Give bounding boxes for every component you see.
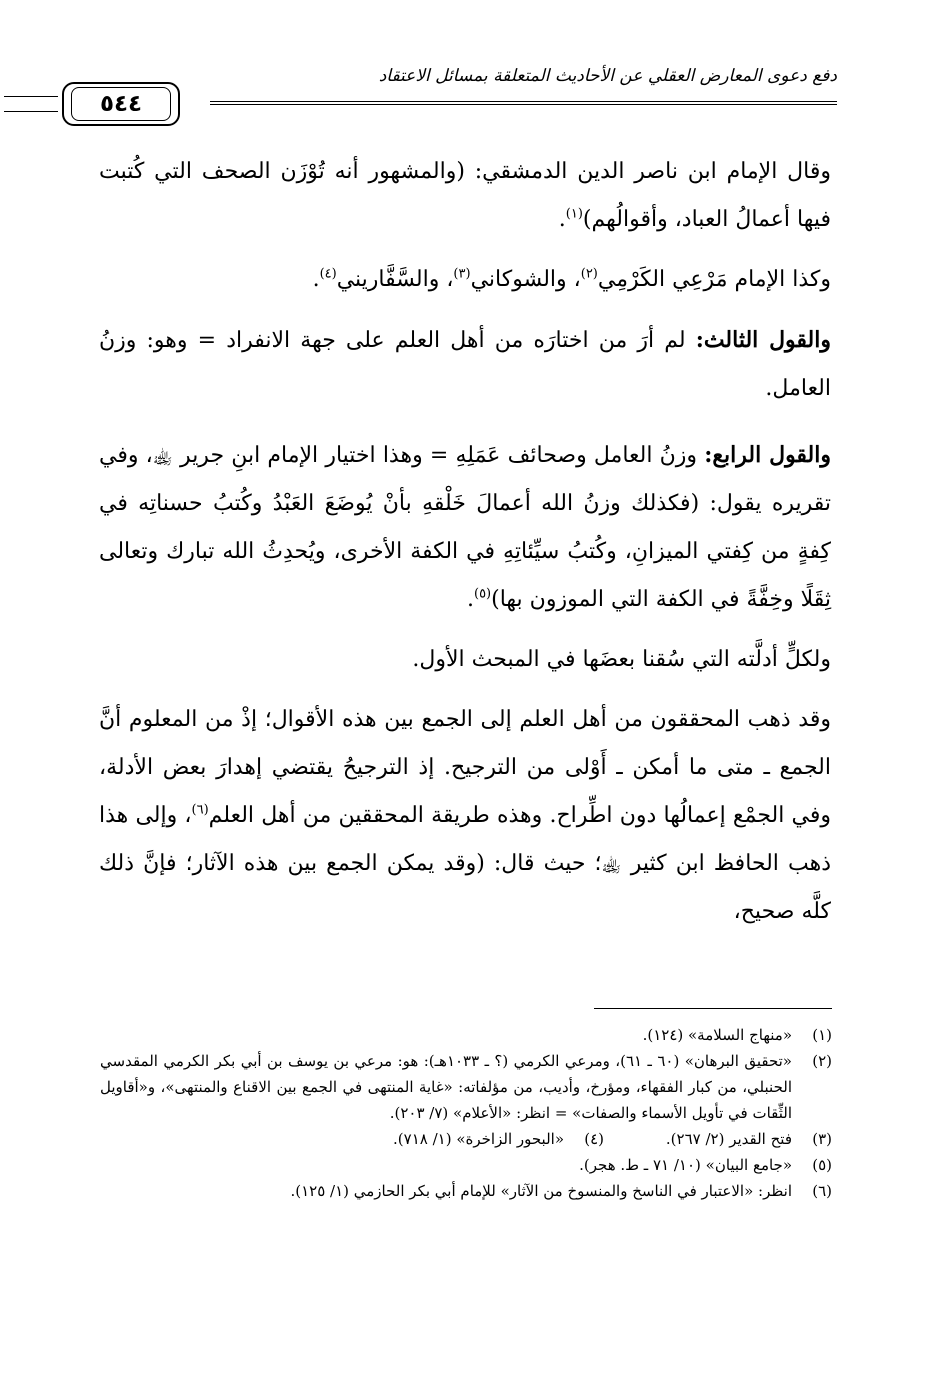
header-rule xyxy=(210,104,837,105)
paragraph-2 xyxy=(99,256,831,304)
paragraph-lead: والقول الثالث: xyxy=(695,327,831,353)
footnote-ref: (٥) xyxy=(473,586,492,602)
footnote-ref: (٦) xyxy=(191,802,209,818)
footnote-text: «منهاج السلامة» (١٢٤). xyxy=(642,1026,792,1044)
paragraph-3 xyxy=(99,316,831,413)
paragraph-text: وزنُ العامل وصحائف عَمَلِهِ = وهذا اختيار الإمام ابنِ جرير ﵀، وفي تقريره يقول: (فكذلك وزنُ الله أعمالَ خَلْقهِ بأنْ يُوضَعَ العَبْدُ وكُتبُ حسناتِه في كِفةٍ من كِفتي الميزانِ، وكُتبُ سيِّئاتِهِ في الكفة الأخرى، ويُحدِثُ الله تبارك وتعالى ثِقَلًا وخِفَّةً في الكفة التي الموزون بها) xyxy=(99,443,831,612)
paragraph-5 xyxy=(99,636,831,684)
page-number-frame xyxy=(62,82,180,126)
footnote-ref: (٣) xyxy=(453,266,471,282)
footnotes xyxy=(100,1022,832,1204)
footnote-ref: (٤) xyxy=(319,266,337,282)
footnote-number: (١) xyxy=(812,1026,832,1044)
paragraph-text: وقد ذهب المحققون من أهل العلم إلى الجمع بين هذه الأقوال؛ إذْ من المعلوم أنَّ الجمع ـ متى ما أمكن ـ أَوْلى من الترجيح. إذ الترجيحُ يقتضي إهدارَ بعض الأدلة، وفي الجمْع إعمالُها دون اطِّراح. وهذه طريقة المحققين من أهل العلم xyxy=(99,707,832,828)
footnote-ref: (٢) xyxy=(580,266,598,282)
footnote-text: فتح القدير (٢/ ٢٦٧). xyxy=(665,1130,792,1148)
paragraph-6 xyxy=(99,696,831,936)
footnote-1 xyxy=(100,1022,832,1048)
footnote-number: (٢) xyxy=(812,1052,832,1070)
footnote-text: «تحقيق البرهان» (٦٠ ـ ٦١)، ومرعي الكرمي (؟ ـ ١٠٣٣هـ): هو: مرعي بن يوسف بن أبي بكر الكرمي المقدسي الحنبلي، من كبار الفقهاء، ومؤرخ، وأديب، من مؤلفاته: «غاية المنتهى في الجمع بين الاقناع والمنتهى»، و«أقاويل الثِّقات في تأويل الأسماء والصفات» = انظر: «الأعلام» (٧/ ٢٠٣). xyxy=(100,1052,792,1122)
footnote-2 xyxy=(100,1048,832,1126)
paragraph-text: وكذا الإمام مَرْعِي الكَرْمِي xyxy=(597,267,831,292)
footnote-6 xyxy=(100,1178,832,1204)
footnote-text: «البحور الزاخرة» (١/ ٧١٨). xyxy=(393,1130,564,1148)
footnote-5 xyxy=(100,1152,832,1178)
punctuation: . xyxy=(312,267,320,292)
footnote-number: (٣) xyxy=(812,1130,832,1148)
paragraph-lead: والقول الرابع: xyxy=(704,442,831,468)
footnote-number: (٤) xyxy=(584,1130,604,1148)
paragraph-text: لم أرَ من اختارَه من أهل العلم على جهة الانفراد = وهو: وزنُ العامل. xyxy=(99,328,831,401)
footnote-text: «جامع البيان» (١٠/ ٧١ ـ ط. هجر). xyxy=(579,1156,792,1174)
punctuation: . xyxy=(558,207,566,232)
footnote-number: (٥) xyxy=(812,1156,832,1174)
paragraph-text: وقال الإمام ابن ناصر الدين الدمشقي: (والمشهور أنه تُوْزَن الصحف التي كُتبت فيها أعمالُ العباد، وأقوالُهم) xyxy=(99,159,831,232)
paragraph-text: ولكلٍّ أدلَّته التي سُقنا بعضَها في المبحث الأول. xyxy=(412,647,831,672)
main-text xyxy=(99,148,831,936)
punctuation: . xyxy=(466,587,474,612)
footnote-3-4 xyxy=(100,1126,832,1152)
paragraph-text: ، والسَّفَّاريني xyxy=(336,267,454,292)
footnote-ref: (١) xyxy=(565,206,583,222)
footnote-text: انظر: «الاعتبار في الناسخ والمنسوخ من الآثار» للإمام أبي بكر الحازمي (١/ ١٢٥). xyxy=(290,1182,792,1200)
header-side-lines xyxy=(4,96,58,112)
footnote-number: (٦) xyxy=(812,1182,832,1200)
paragraph-4 xyxy=(99,431,831,624)
paragraph-1 xyxy=(99,148,831,244)
running-header xyxy=(92,60,837,130)
page-number: ٥٤٤ xyxy=(71,87,171,121)
footnote-separator xyxy=(594,1008,832,1009)
paragraph-text: ، والشوكاني xyxy=(470,267,581,292)
header-rule xyxy=(210,101,837,102)
paragraph-text: ، وإلى هذا ذهب الحافظ ابن كثير ﵀؛ حيث قال: (وقد يمكن الجمع بين هذه الآثار؛ فإنَّ ذلك كلَّه صحيح، xyxy=(99,803,831,924)
header-title: دفع دعوى المعارض العقلي عن الأحاديث المتعلقة بمسائل الاعتقاد xyxy=(378,66,837,86)
